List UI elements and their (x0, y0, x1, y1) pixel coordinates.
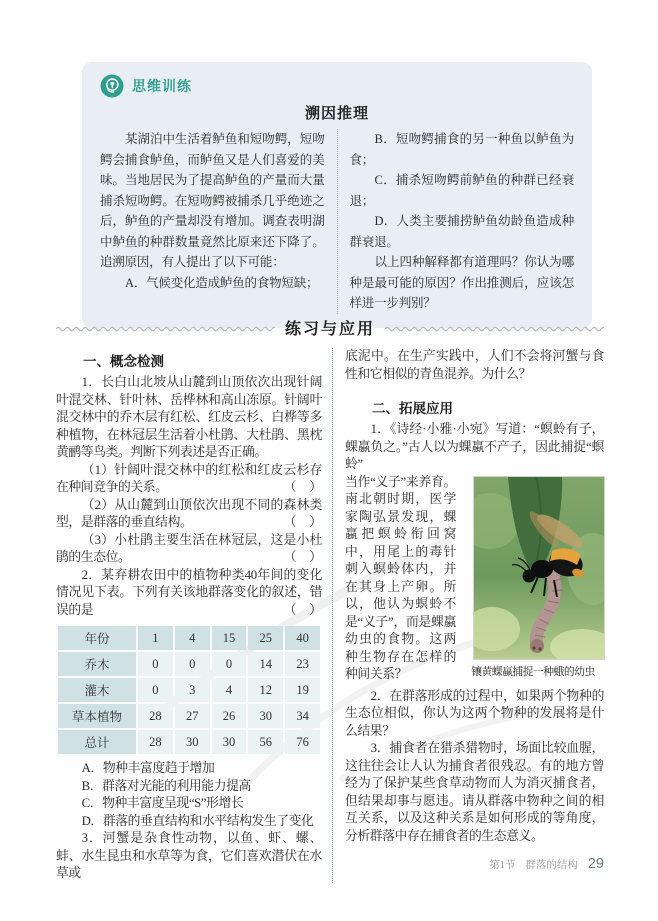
figure-caption: 镶黄蜾蠃捕捉一种蛾的幼虫 (471, 665, 595, 678)
extension-question-1-continued: 当作“义子”来养育。南北朝时期，医学家陶弘景发现，蜾蠃把螟蛉衔回窝中，用尾上的毒针刺入螟蛉体内，并在其身上产卵。所以，他认为螟蛉不是“义子”，而是蜾蠃幼虫的食物。这两种生物存在怎样的种间关系？ (345, 474, 456, 681)
question-1: 1．长白山北坡从山麓到山顶依次出现针阔叶混交林、针叶林、岳桦林和高山冻原。针阔叶混交林中的乔木层有红松、红皮云杉、白桦等多种植物，在林冠层生活着小杜鹃、大杜鹃、黑枕黄鹂等鸟类。判断下列表述是否正确。 (56, 375, 322, 459)
question-1-body (345, 474, 604, 684)
option-b: B．短吻鳄捕食的另一种鱼以鲈鱼为食； (349, 132, 574, 167)
exercise-right-column (332, 348, 604, 883)
extension-question-3: 3．捕食者在猎杀猎物时，场面比较血腥，这往往会让人认为捕食者很残忍。有的地方曾经为了保护某些食草动物而人为消灭捕食者，但结果却事与愿违。请从群落中物种之间的相互关系，以及这种关系是如何形成的等角度，分析群落中存在捕食者的生态意义。 (345, 741, 604, 843)
table-row: 草本植物 28 27 26 30 34 (58, 704, 320, 728)
choice-d: D．群落的垂直结构和水平结构发生了变化 (81, 813, 314, 828)
thinking-box-title: 溯因推理 (304, 105, 369, 122)
judgment-1: （1）针阔叶混交林中的红松和红皮云杉存在种间竞争的关系。 （ ） (56, 462, 322, 497)
question-3-continuation: 底泥中。在生产实践中，人们不会将河蟹与食性和它相似的青鱼混养。为什么？ (345, 349, 604, 381)
extension-question-2: 2．在群落形成的过程中，如果两个物种的生态位相似，你认为这两个物种的发展将是什么结果？ (345, 688, 604, 738)
option-a: A．气候变化造成鲈鱼的食物短缺； (125, 275, 319, 290)
thinking-box-label: 思维训练 (132, 78, 192, 94)
plant-species-table (56, 624, 322, 756)
wavy-line-left (56, 324, 275, 332)
choice-a: A．物种丰富度趋于增加 (81, 761, 215, 775)
thinking-box-left-column (100, 129, 337, 314)
answer-blank: （ ） (283, 602, 322, 617)
question-3: 3．河蟹是杂食性动物，以鱼、虾、螺、蚌、水生昆虫和水草等为食，它们喜欢潜伏在水草或 (56, 831, 322, 880)
answer-blank: （ ） (283, 515, 322, 529)
table-row: 总计 28 30 30 56 76 (58, 730, 320, 754)
exercise-left-column (56, 348, 332, 883)
subsection-concept-check: 一、概念检测 (83, 354, 164, 369)
option-d: D．人类主要捕捞鲈鱼幼龄鱼造成种群衰退。 (349, 214, 574, 249)
exercise-columns (56, 348, 604, 883)
wavy-line-right (385, 324, 604, 332)
thinking-icon (100, 74, 124, 98)
option-c: C．捕杀短吻鳄前鲈鱼的种群已经衰退； (349, 173, 574, 208)
thinking-box-columns (100, 129, 574, 314)
exercise-section-header (56, 316, 604, 339)
extension-question-1: 1．《诗经·小雅·小宛》写道：“螟蛉有子，蜾蠃负之。”古人以为蜾蠃不产子，因此捕捉“螟蛉” (345, 422, 604, 471)
table-row: 灌木 0 3 4 12 19 (58, 678, 320, 702)
exercise-section-title: 练习与应用 (285, 321, 376, 338)
thinking-training-box (82, 62, 592, 328)
thinking-box-right-column (337, 129, 575, 314)
wasp-photo (474, 477, 604, 659)
page-number: 29 (587, 856, 604, 872)
footer-section-number: 第1节 (489, 860, 516, 871)
table-header-row: 年份 1 4 15 25 40 (58, 626, 320, 650)
table-row: 乔木 0 0 0 14 23 (58, 652, 320, 676)
judgment-3: （3）小杜鹃主要生活在林冠层，这是小杜鹃的生态位。 （ ） (56, 532, 322, 567)
thinking-box-header (100, 74, 574, 98)
answer-blank: （ ） (283, 480, 322, 494)
judgment-2: （2）从山麓到山顶依次出现不同的森林类型，是群落的垂直结构。 （ ） (56, 497, 322, 532)
question-2: 2．某弃耕农田中的植物种类40年间的变化情况见下表。下列有关该地群落变化的叙述，错误的是 （ ） (56, 567, 322, 620)
page-footer (489, 856, 604, 872)
figure-block (462, 477, 604, 679)
closing-question: 以上四种解释都有道理吗？你认为哪种是最可能的原因？作出推测后，应该怎样进一步判别？ (349, 255, 574, 310)
subsection-extension: 二、拓展应用 (372, 401, 453, 416)
choice-c: C．物种丰富度呈现“S”形增长 (81, 796, 244, 810)
answer-blank: （ ） (283, 550, 322, 564)
paragraph: 某湖泊中生活着鲈鱼和短吻鳄，短吻鳄会捕食鲈鱼，而鲈鱼又是人们喜爱的美味。当地居民为了提高鲈鱼的产量而大量捕杀短吻鳄。在短吻鳄被捕杀几乎绝迹之后，鲈鱼的产量却没有增加。调查表明湖中鲈鱼的种群数量竟然比原来还下降了。追溯原因，有人提出了以下可能： (100, 132, 325, 269)
footer-chapter-title: 群落的结构 (525, 860, 578, 871)
choice-b: B．群落对光能的利用能力提高 (81, 778, 251, 793)
